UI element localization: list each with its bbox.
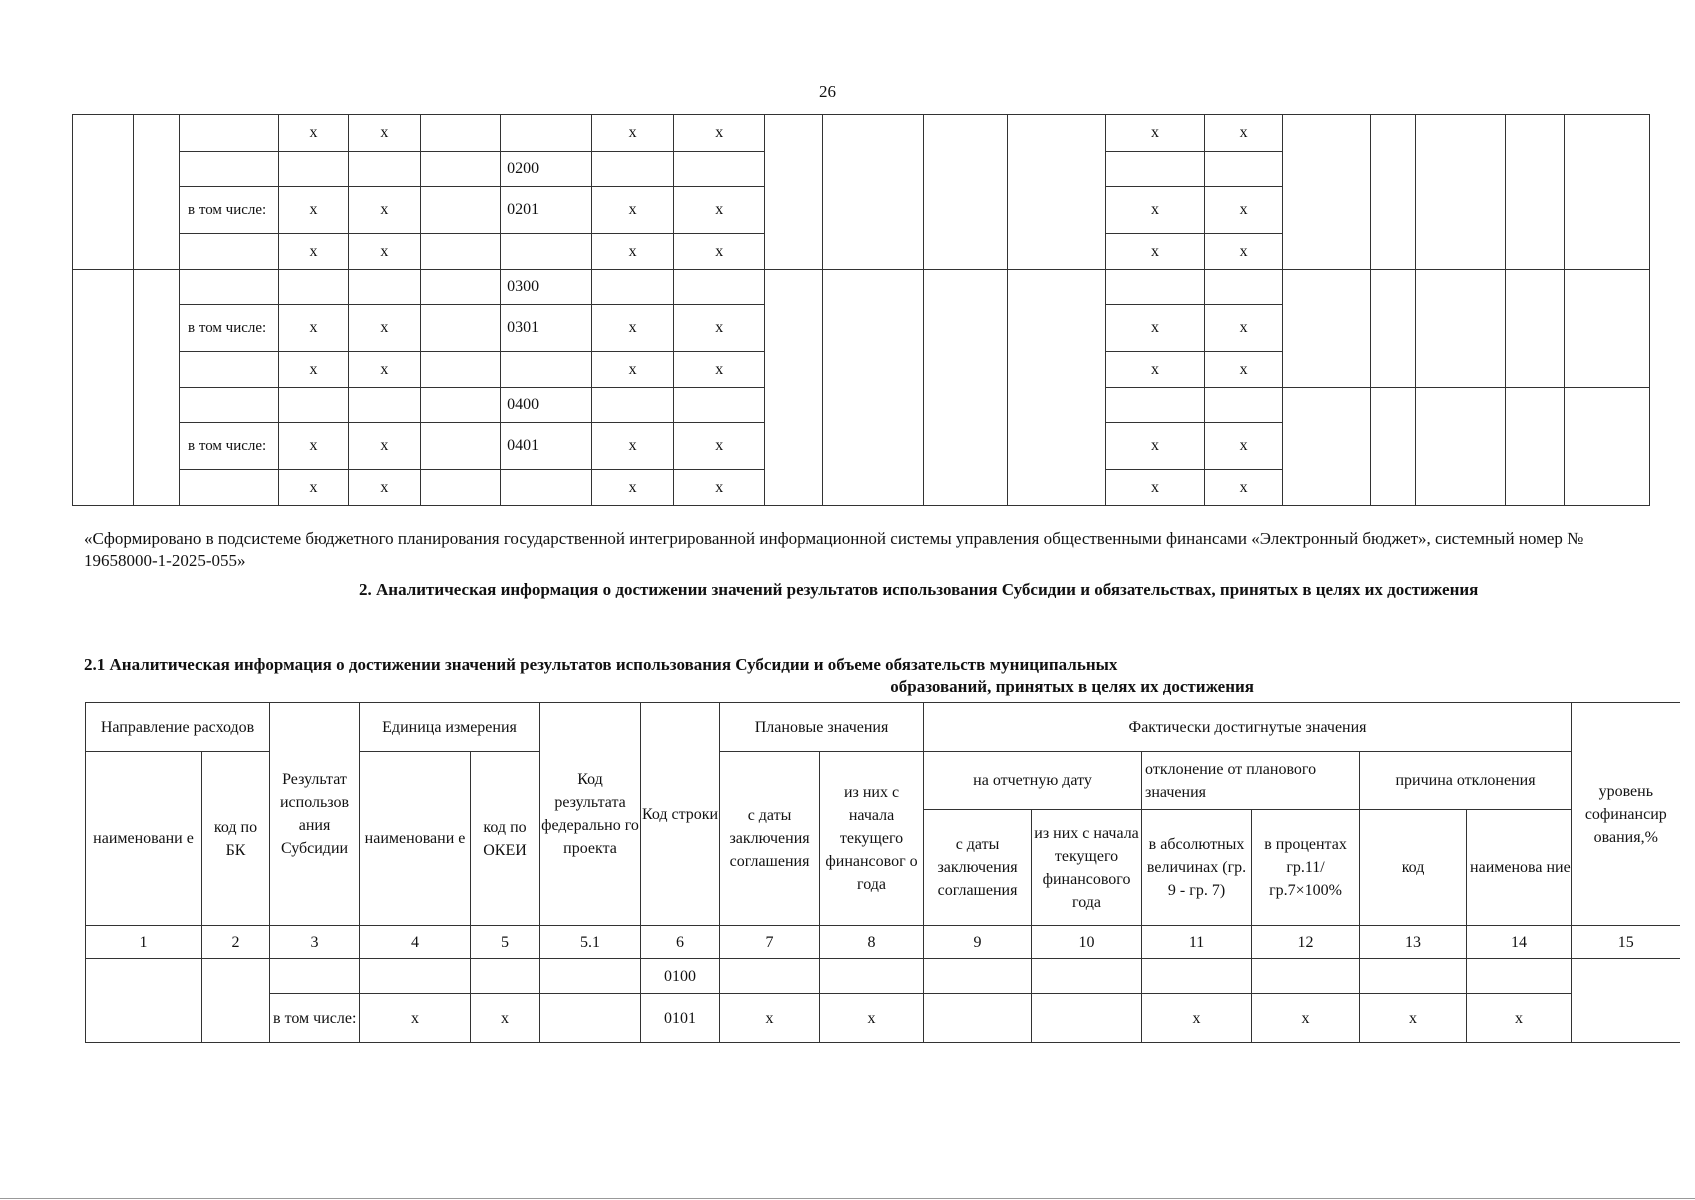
table-row: [73, 152, 1650, 187]
x-cell: x: [1360, 994, 1467, 1043]
x-cell: x: [1142, 994, 1252, 1043]
system-footnote: «Сформировано в подсистеме бюджетного планирования государственной интегрированной информационной системы управления общественными финансами «Электронный бюджет», системный номер № 19658000-1-2025-055»: [84, 529, 1584, 570]
x-cell: x: [591, 423, 674, 470]
in-that-number-label: в том числе:: [180, 305, 279, 352]
section-2-1-heading-line1: 2.1 Аналитическая информация о достижении значений результатов использования Субсидии и объеме обязательств муниципальных: [84, 655, 1118, 674]
column-number: 12: [1252, 926, 1360, 959]
in-that-number-label: в том числе:: [180, 187, 279, 234]
column-number: 15: [1572, 926, 1680, 959]
x-cell: x: [278, 470, 348, 506]
header-actual: Фактически достигнутые значения: [924, 703, 1572, 752]
x-cell: x: [1105, 423, 1205, 470]
x-cell: x: [1205, 187, 1282, 234]
x-cell: x: [720, 994, 820, 1043]
x-cell: x: [591, 234, 674, 270]
row-code: 0400: [501, 388, 592, 423]
x-cell: x: [591, 187, 674, 234]
table-row: [73, 305, 1650, 352]
x-cell: x: [278, 305, 348, 352]
x-cell: x: [1205, 305, 1282, 352]
row-code: 0101: [641, 994, 720, 1043]
x-cell: x: [674, 423, 765, 470]
x-cell: x: [1205, 352, 1282, 388]
x-cell: x: [591, 115, 674, 152]
x-cell: x: [349, 352, 420, 388]
header-deviation-abs: в абсолютных величинах (гр. 9 - гр. 7): [1142, 810, 1252, 926]
header-reason-code: код: [1360, 810, 1467, 926]
column-number: 8: [820, 926, 924, 959]
x-cell: x: [1205, 115, 1282, 152]
header-direction-name: наименовани е: [86, 752, 202, 926]
x-cell: x: [278, 423, 348, 470]
x-cell: x: [591, 305, 674, 352]
row-code: 0300: [501, 270, 592, 305]
x-cell: x: [674, 115, 765, 152]
table-row: [73, 187, 1650, 234]
column-number: 1: [86, 926, 202, 959]
x-cell: x: [349, 187, 420, 234]
header-row: [86, 703, 1680, 752]
x-cell: x: [349, 305, 420, 352]
row-code: 0201: [501, 187, 592, 234]
header-fed-code: Код результата федерально го проекта: [540, 703, 641, 926]
x-cell: x: [1205, 423, 1282, 470]
x-cell: x: [278, 115, 348, 152]
header-planned-from-year: из них с начала текущего финансовог о года: [820, 752, 924, 926]
x-cell: x: [278, 234, 348, 270]
header-actual-on-date: на отчетную дату: [924, 752, 1142, 810]
x-cell: x: [591, 352, 674, 388]
header-planned: Плановые значения: [720, 703, 924, 752]
x-cell: x: [1205, 234, 1282, 270]
table-row: [73, 115, 1650, 152]
header-direction: Направление расходов: [86, 703, 270, 752]
in-that-number-label: в том числе:: [180, 423, 279, 470]
section-2-1-heading-line2: образований, принятых в целях их достижения: [890, 677, 1254, 696]
x-cell: x: [349, 470, 420, 506]
table-row: [86, 994, 1680, 1043]
table-row: [73, 352, 1650, 388]
x-cell: x: [674, 234, 765, 270]
x-cell: x: [674, 187, 765, 234]
x-cell: x: [820, 994, 924, 1043]
x-cell: x: [674, 305, 765, 352]
x-cell: x: [674, 470, 765, 506]
column-number: 11: [1142, 926, 1252, 959]
x-cell: x: [1252, 994, 1360, 1043]
row-code: 0100: [641, 959, 720, 994]
row-code: 0401: [501, 423, 592, 470]
header-reason-name: наименова ние: [1467, 810, 1572, 926]
x-cell: x: [1205, 470, 1282, 506]
results-table: [85, 702, 1680, 1043]
x-cell: x: [471, 994, 540, 1043]
x-cell: x: [1467, 994, 1572, 1043]
column-number: 4: [360, 926, 471, 959]
x-cell: x: [591, 470, 674, 506]
column-number-row: [86, 926, 1680, 959]
x-cell: x: [278, 352, 348, 388]
table-row: [73, 470, 1650, 506]
column-number: 14: [1467, 926, 1572, 959]
row-code: 0301: [501, 305, 592, 352]
header-actual-from-agreement: с даты заключения соглашения: [924, 810, 1032, 926]
page-bottom-rule: [0, 1198, 1695, 1199]
x-cell: x: [1105, 234, 1205, 270]
header-direction-code: код по БК: [202, 752, 270, 926]
row-code: 0200: [501, 152, 592, 187]
column-number: 9: [924, 926, 1032, 959]
column-number: 5: [471, 926, 540, 959]
column-number: 5.1: [540, 926, 641, 959]
continuation-table: [72, 114, 1650, 506]
x-cell: x: [360, 994, 471, 1043]
header-unit-okei: код по ОКЕИ: [471, 752, 540, 926]
header-actual-from-year: из них с начала текущего финансового года: [1032, 810, 1142, 926]
in-that-number-label: в том числе:: [270, 994, 360, 1043]
header-deviation: отклонение от планового значения: [1142, 752, 1360, 810]
table-row: [73, 270, 1650, 305]
section-2-1-heading: [84, 654, 1254, 698]
header-result: Результат использов ания Субсидии: [270, 703, 360, 926]
column-number: 10: [1032, 926, 1142, 959]
table-row: [73, 234, 1650, 270]
header-unit-name: наименовани е: [360, 752, 471, 926]
column-number: 3: [270, 926, 360, 959]
column-number: 13: [1360, 926, 1467, 959]
table-row: [86, 959, 1680, 994]
header-row-code: Код строки: [641, 703, 720, 926]
x-cell: x: [349, 234, 420, 270]
page-number: 26: [819, 82, 836, 101]
column-number: 2: [202, 926, 270, 959]
header-reason: причина отклонения: [1360, 752, 1572, 810]
x-cell: x: [1105, 187, 1205, 234]
header-planned-from-agreement: с даты заключения соглашения: [720, 752, 820, 926]
x-cell: x: [1105, 305, 1205, 352]
x-cell: x: [349, 423, 420, 470]
header-unit: Единица измерения: [360, 703, 540, 752]
x-cell: x: [349, 115, 420, 152]
x-cell: x: [1105, 352, 1205, 388]
column-number: 7: [720, 926, 820, 959]
header-deviation-pct: в процентах гр.11/гр.7×100%: [1252, 810, 1360, 926]
header-cofinancing: уровень софинансир ования,%: [1572, 703, 1680, 926]
x-cell: x: [1105, 470, 1205, 506]
x-cell: x: [1105, 115, 1205, 152]
table-row: [73, 388, 1650, 423]
section-2-heading: 2. Аналитическая информация о достижении значений результатов использования Субсидии и обязательствах, принятых в целях их достижения: [359, 580, 1479, 599]
x-cell: x: [674, 352, 765, 388]
x-cell: x: [278, 187, 348, 234]
table-row: [73, 423, 1650, 470]
column-number: 6: [641, 926, 720, 959]
